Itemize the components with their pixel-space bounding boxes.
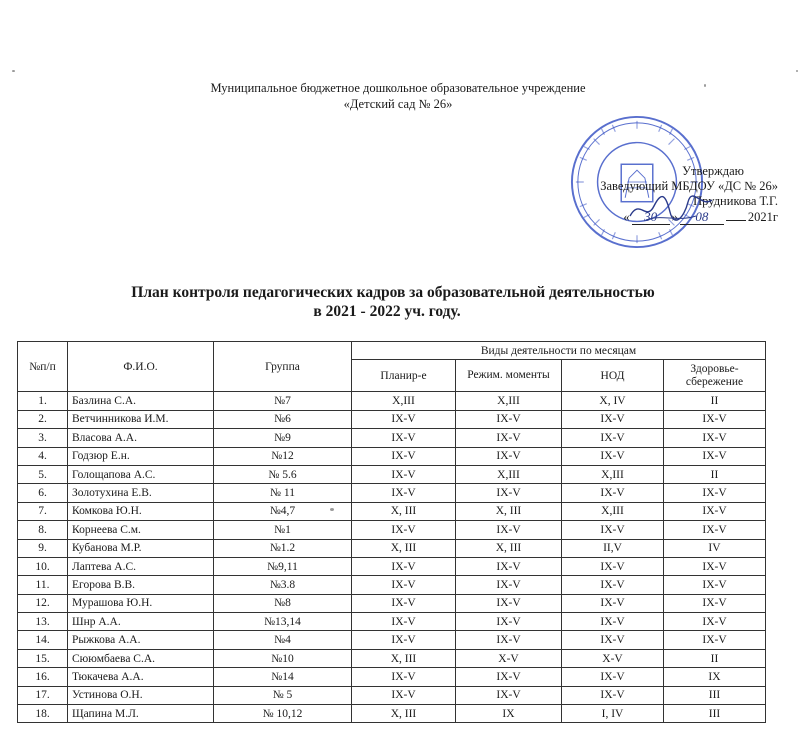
row-name: Голощапова А.С. (68, 465, 214, 483)
row-num: 18. (18, 705, 68, 723)
row-num: 11. (18, 576, 68, 594)
row-moments: X, III (456, 502, 562, 520)
table-row (18, 576, 766, 594)
row-name: Базлина С.А. (68, 392, 214, 410)
row-nod: IX-V (562, 576, 664, 594)
row-num: 12. (18, 594, 68, 612)
row-planning: IX-V (352, 429, 456, 447)
row-health: IX-V (664, 521, 766, 539)
row-group: №9 (214, 429, 352, 447)
table-row (18, 557, 766, 575)
row-num: 5. (18, 465, 68, 483)
row-num: 1. (18, 392, 68, 410)
table-row (18, 649, 766, 667)
scan-speck (330, 508, 334, 511)
control-plan-table (17, 341, 766, 723)
org-name-line1: Муниципальное бюджетное дошкольное образовательное учреждение (210, 81, 586, 95)
row-planning: IX-V (352, 576, 456, 594)
row-health: III (664, 705, 766, 723)
document-title (0, 283, 806, 321)
row-nod: IX-V (562, 429, 664, 447)
row-nod: I, IV (562, 705, 664, 723)
table-row (18, 668, 766, 686)
row-planning: IX-V (352, 631, 456, 649)
row-group: №7 (214, 392, 352, 410)
scan-speck (12, 70, 15, 72)
row-planning: X, III (352, 502, 456, 520)
row-group: №3.8 (214, 576, 352, 594)
row-group: №6 (214, 410, 352, 428)
table-row (18, 539, 766, 557)
approval-date: « 30 » 08 2021г (623, 209, 778, 224)
row-num: 7. (18, 502, 68, 520)
row-planning: X,III (352, 392, 456, 410)
table-row (18, 410, 766, 428)
row-num: 16. (18, 668, 68, 686)
table-row (18, 686, 766, 704)
row-planning: IX-V (352, 557, 456, 575)
row-num: 17. (18, 686, 68, 704)
row-group: №9,11 (214, 557, 352, 575)
table-row (18, 502, 766, 520)
row-planning: IX-V (352, 521, 456, 539)
row-nod: X, IV (562, 392, 664, 410)
row-group: № 5 (214, 686, 352, 704)
row-nod: X,III (562, 465, 664, 483)
row-planning: IX-V (352, 465, 456, 483)
approval-date-month: 08 (680, 209, 724, 225)
header-name: Ф.И.О. (68, 342, 214, 392)
row-moments: IX-V (456, 521, 562, 539)
row-num: 9. (18, 539, 68, 557)
table-row (18, 447, 766, 465)
approval-signatory: Прудникова Т.Г. (693, 194, 778, 208)
table-row (18, 429, 766, 447)
header-moments: Режим. моменты (456, 360, 562, 392)
row-num: 8. (18, 521, 68, 539)
row-nod: IX-V (562, 410, 664, 428)
header-group: Группа (214, 342, 352, 392)
row-name: Кубанова М.Р. (68, 539, 214, 557)
row-moments: IX-V (456, 668, 562, 686)
row-name: Сююмбаева С.А. (68, 649, 214, 667)
row-name: Рыжкова А.А. (68, 631, 214, 649)
row-moments: IX-V (456, 447, 562, 465)
row-health: IX-V (664, 429, 766, 447)
row-num: 3. (18, 429, 68, 447)
row-nod: IX-V (562, 613, 664, 631)
row-name: Устинова О.Н. (68, 686, 214, 704)
header-health: Здоровье-сбережение (664, 360, 766, 392)
table-row (18, 631, 766, 649)
row-health: IX-V (664, 484, 766, 502)
row-health: II (664, 392, 766, 410)
row-name: Лаптева А.С. (68, 557, 214, 575)
row-moments: IX-V (456, 410, 562, 428)
header-activities: Виды деятельности по месяцам (352, 342, 766, 360)
table-row (18, 705, 766, 723)
row-group: №12 (214, 447, 352, 465)
row-planning: IX-V (352, 410, 456, 428)
row-name: Егорова В.В. (68, 576, 214, 594)
row-name: Власова А.А. (68, 429, 214, 447)
row-name: Шнр А.А. (68, 613, 214, 631)
row-health: II (664, 649, 766, 667)
approval-position: Заведующий МБДОУ «ДС № 26» (600, 179, 778, 193)
organization-header (0, 80, 806, 112)
table-row (18, 465, 766, 483)
row-moments: X,III (456, 465, 562, 483)
row-health: IX-V (664, 631, 766, 649)
row-num: 15. (18, 649, 68, 667)
row-moments: X,III (456, 392, 562, 410)
row-group: № 5.6 (214, 465, 352, 483)
row-moments: IX-V (456, 429, 562, 447)
row-planning: IX-V (352, 447, 456, 465)
row-group: №10 (214, 649, 352, 667)
row-nod: IX-V (562, 594, 664, 612)
scan-speck (796, 70, 798, 72)
table-row (18, 521, 766, 539)
row-name: Корнеева С.м. (68, 521, 214, 539)
row-health: IV (664, 539, 766, 557)
row-nod: X-V (562, 649, 664, 667)
row-planning: IX-V (352, 594, 456, 612)
row-group: №1 (214, 521, 352, 539)
row-nod: IX-V (562, 668, 664, 686)
row-health: IX-V (664, 502, 766, 520)
row-nod: X,III (562, 502, 664, 520)
row-nod: IX-V (562, 484, 664, 502)
approval-date-year: 2021г (747, 210, 778, 224)
row-moments: IX-V (456, 613, 562, 631)
handwritten-signature-icon (626, 188, 716, 228)
row-group: №1.2 (214, 539, 352, 557)
header-num: №п/п (18, 342, 68, 392)
row-num: 13. (18, 613, 68, 631)
scan-speck (704, 84, 706, 87)
row-moments: IX-V (456, 686, 562, 704)
row-group: №8 (214, 594, 352, 612)
row-health: IX-V (664, 447, 766, 465)
approval-heading: Утверждаю (682, 164, 744, 178)
row-group: №13,14 (214, 613, 352, 631)
row-planning: IX-V (352, 613, 456, 631)
row-num: 14. (18, 631, 68, 649)
document-title-line2: в 2021 - 2022 уч. году. (313, 303, 461, 320)
row-name: Тюкачева А.А. (68, 668, 214, 686)
row-nod: IX-V (562, 447, 664, 465)
row-planning: X, III (352, 649, 456, 667)
row-health: II (664, 465, 766, 483)
row-moments: IX (456, 705, 562, 723)
table-row (18, 594, 766, 612)
row-health: IX (664, 668, 766, 686)
row-group: №4 (214, 631, 352, 649)
row-planning: IX-V (352, 484, 456, 502)
row-name: Комкова Ю.Н. (68, 502, 214, 520)
row-nod: IX-V (562, 631, 664, 649)
row-moments: IX-V (456, 557, 562, 575)
table-row (18, 392, 766, 410)
row-name: Щапина М.Л. (68, 705, 214, 723)
header-planning: Планир-е (352, 360, 456, 392)
row-planning: IX-V (352, 668, 456, 686)
row-moments: IX-V (456, 576, 562, 594)
row-num: 4. (18, 447, 68, 465)
row-planning: X, III (352, 539, 456, 557)
row-moments: IX-V (456, 594, 562, 612)
row-num: 2. (18, 410, 68, 428)
row-health: IX-V (664, 576, 766, 594)
row-moments: IX-V (456, 484, 562, 502)
row-nod: II,V (562, 539, 664, 557)
row-nod: IX-V (562, 521, 664, 539)
row-health: III (664, 686, 766, 704)
row-num: 10. (18, 557, 68, 575)
document-title-line1: План контроля педагогических кадров за образовательной деятельностью (131, 284, 655, 301)
row-num: 6. (18, 484, 68, 502)
row-health: IX-V (664, 557, 766, 575)
row-group: №4,7 (214, 502, 352, 520)
org-name-line2: «Детский сад № 26» (343, 97, 453, 111)
row-name: Годзюр Е.н. (68, 447, 214, 465)
row-group: № 11 (214, 484, 352, 502)
row-planning: X, III (352, 705, 456, 723)
table-row (18, 484, 766, 502)
row-moments: X-V (456, 649, 562, 667)
header-nod: НОД (562, 360, 664, 392)
row-health: IX-V (664, 410, 766, 428)
row-health: IX-V (664, 613, 766, 631)
row-name: Мурашова Ю.Н. (68, 594, 214, 612)
row-nod: IX-V (562, 686, 664, 704)
row-name: Ветчинникова И.М. (68, 410, 214, 428)
row-planning: IX-V (352, 686, 456, 704)
row-name: Золотухина Е.В. (68, 484, 214, 502)
row-moments: IX-V (456, 631, 562, 649)
row-health: IX-V (664, 594, 766, 612)
table-row (18, 613, 766, 631)
row-group: № 10,12 (214, 705, 352, 723)
row-group: №14 (214, 668, 352, 686)
approval-date-day: 30 (632, 209, 670, 225)
row-moments: X, III (456, 539, 562, 557)
row-nod: IX-V (562, 557, 664, 575)
